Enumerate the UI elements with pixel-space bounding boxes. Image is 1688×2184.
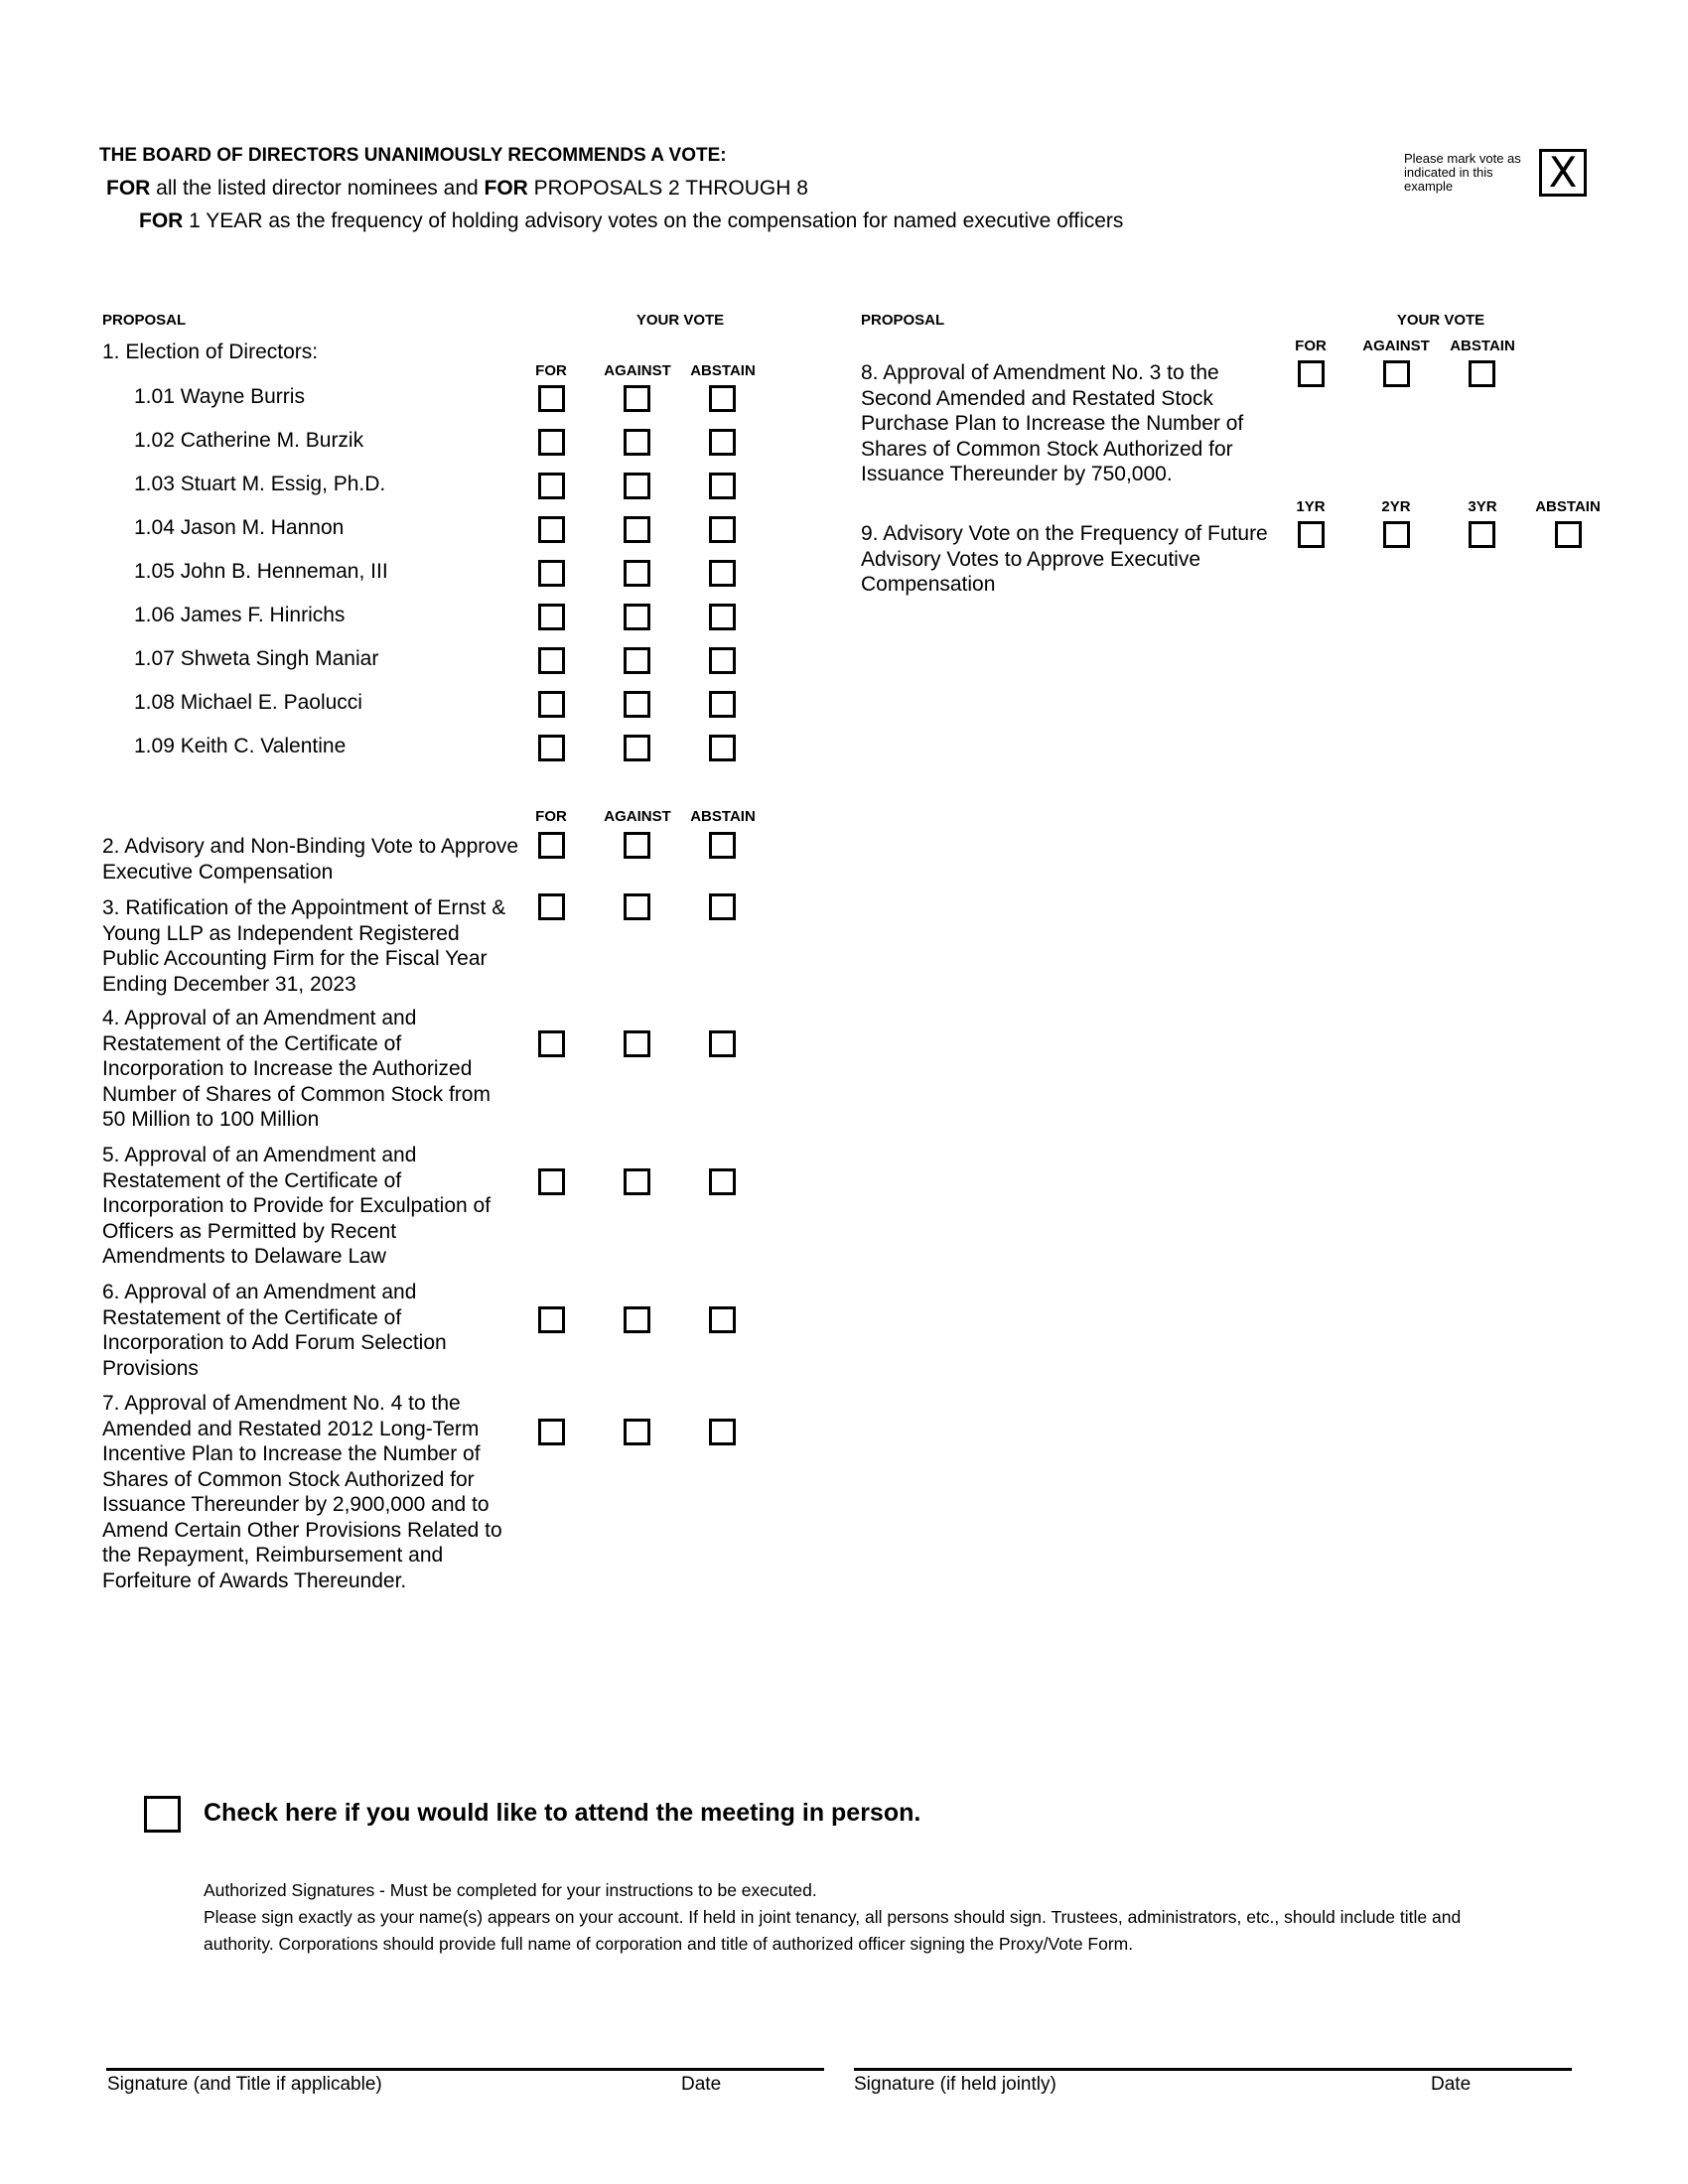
nominee-7-against-checkbox[interactable] xyxy=(624,647,650,674)
attend-meeting-label: Check here if you would like to attend the meeting in person. xyxy=(204,1799,921,1827)
proposal-7-for-checkbox[interactable] xyxy=(538,1419,565,1445)
col-2yr: 2YR xyxy=(1381,498,1411,515)
col-abstain: ABSTAIN xyxy=(1450,338,1515,354)
proposal-6-for-checkbox[interactable] xyxy=(538,1306,565,1333)
nominee-8-against-checkbox[interactable] xyxy=(624,691,650,718)
proposal-8-abstain-checkbox[interactable] xyxy=(1469,360,1495,387)
proposal-2-text: 2. Advisory and Non-Binding Vote to Approve Executive Compensation xyxy=(102,835,519,884)
proposal-4-against-checkbox[interactable] xyxy=(624,1030,650,1057)
recommendation-line-1: FOR all the listed director nominees and FOR PROPOSALS 2 THROUGH 8 xyxy=(106,177,808,200)
nominee-2-against-checkbox[interactable] xyxy=(624,429,650,456)
proposal-3-for-checkbox[interactable] xyxy=(538,893,565,920)
proposal-header-left: PROPOSAL xyxy=(102,312,187,329)
nominee-4-for-checkbox[interactable] xyxy=(538,516,565,543)
board-recommendation-title: THE BOARD OF DIRECTORS UNANIMOUSLY RECOMMENDS A VOTE: xyxy=(99,145,727,166)
proposal-6-abstain-checkbox[interactable] xyxy=(709,1306,736,1333)
proposal-5-for-checkbox[interactable] xyxy=(538,1168,565,1195)
nominee-7-for-checkbox[interactable] xyxy=(538,647,565,674)
proposal-6-against-checkbox[interactable] xyxy=(624,1306,650,1333)
proposal-2-abstain-checkbox[interactable] xyxy=(709,832,736,859)
proposal-2-against-checkbox[interactable] xyxy=(624,832,650,859)
nominee-7-abstain-checkbox[interactable] xyxy=(709,647,736,674)
date-2-label: Date xyxy=(1431,2074,1472,2095)
proposal-9-2yr-checkbox[interactable] xyxy=(1383,521,1410,548)
col-against: AGAINST xyxy=(604,362,671,379)
nominee-8-for-checkbox[interactable] xyxy=(538,691,565,718)
nominee-6-against-checkbox[interactable] xyxy=(624,604,650,630)
nominee-4-abstain-checkbox[interactable] xyxy=(709,516,736,543)
proposal-5-abstain-checkbox[interactable] xyxy=(709,1168,736,1195)
signature-line-1[interactable] xyxy=(106,2068,824,2071)
proposal-8-text: 8. Approval of Amendment No. 3 to the Second Amended and Restated Stock Purchase Plan to Increase the Number of Shares of Common Stock Authorized for Issuance Thereunder by 750,000. xyxy=(861,361,1244,485)
proposal-7-against-checkbox[interactable] xyxy=(624,1419,650,1445)
proposal-7-abstain-checkbox[interactable] xyxy=(709,1419,736,1445)
col-3yr: 3YR xyxy=(1468,498,1497,515)
nominee-label: 1.05 John B. Henneman, III xyxy=(134,560,388,583)
nominee-4-against-checkbox[interactable] xyxy=(624,516,650,543)
proposal-9-abstain-checkbox[interactable] xyxy=(1555,521,1582,548)
nominee-8-abstain-checkbox[interactable] xyxy=(709,691,736,718)
col-for: FOR xyxy=(1295,338,1327,354)
nominee-3-against-checkbox[interactable] xyxy=(624,473,650,499)
proposal-3-text: 3. Ratification of the Appointment of Ernst & Young LLP as Independent Registered Public Accounting Firm for the Fiscal Year Ending December 31, 2023 xyxy=(102,896,506,996)
your-vote-header-right: YOUR VOTE xyxy=(1396,312,1485,329)
col-against: AGAINST xyxy=(604,808,671,825)
proposal-3-against-checkbox[interactable] xyxy=(624,893,650,920)
nominee-9-against-checkbox[interactable] xyxy=(624,735,650,761)
authorized-signatures-note xyxy=(204,1877,1534,1958)
auth-heading: Authorized Signatures - Must be completed for your instructions to be executed. xyxy=(204,1880,817,1900)
col-1yr: 1YR xyxy=(1296,498,1326,515)
nominee-label: 1.01 Wayne Burris xyxy=(134,385,305,408)
proposal-4-for-checkbox[interactable] xyxy=(538,1030,565,1057)
proposal-5-text: 5. Approval of an Amendment and Restatement of the Certificate of Incorporation to Provide for Exculpation of Officers as Permitted by Recent Amendments to Delaware Law xyxy=(102,1144,492,1268)
nominee-5-abstain-checkbox[interactable] xyxy=(709,560,736,587)
proposal-8-against-checkbox[interactable] xyxy=(1383,360,1410,387)
proposal-2-for-checkbox[interactable] xyxy=(538,832,565,859)
nominee-label: 1.04 Jason M. Hannon xyxy=(134,516,345,539)
signature-2-label: Signature (if held jointly) xyxy=(854,2074,1056,2095)
nominee-5-against-checkbox[interactable] xyxy=(624,560,650,587)
proposal-header-right: PROPOSAL xyxy=(861,312,945,329)
col-for: FOR xyxy=(535,808,567,825)
proposal-3-abstain-checkbox[interactable] xyxy=(709,893,736,920)
nominee-5-for-checkbox[interactable] xyxy=(538,560,565,587)
nominee-label: 1.07 Shweta Singh Maniar xyxy=(134,647,379,670)
example-note: Please mark vote as indicated in this example xyxy=(1404,151,1521,194)
proposal-5-against-checkbox[interactable] xyxy=(624,1168,650,1195)
nominee-label: 1.02 Catherine M. Burzik xyxy=(134,429,364,452)
nominee-label: 1.09 Keith C. Valentine xyxy=(134,735,347,757)
signature-1-label: Signature (and Title if applicable) xyxy=(107,2074,382,2095)
col-abstain: ABSTAIN xyxy=(690,362,756,379)
nominee-label: 1.03 Stuart M. Essig, Ph.D. xyxy=(134,473,386,495)
date-1-label: Date xyxy=(681,2074,722,2095)
nominee-2-abstain-checkbox[interactable] xyxy=(709,429,736,456)
attend-meeting-checkbox[interactable] xyxy=(144,1796,181,1833)
recommendation-line-2: FOR 1 YEAR as the frequency of holding advisory votes on the compensation for named executive officers xyxy=(139,209,1124,232)
nominee-label: 1.06 James F. Hinrichs xyxy=(134,604,346,626)
nominee-label: 1.08 Michael E. Paolucci xyxy=(134,691,362,714)
proposal-9-1yr-checkbox[interactable] xyxy=(1298,521,1325,548)
nominee-6-abstain-checkbox[interactable] xyxy=(709,604,736,630)
col-abstain: ABSTAIN xyxy=(690,808,756,825)
nominee-9-abstain-checkbox[interactable] xyxy=(709,735,736,761)
col-against: AGAINST xyxy=(1362,338,1430,354)
nominee-9-for-checkbox[interactable] xyxy=(538,735,565,761)
proposal-7-text: 7. Approval of Amendment No. 4 to the Amended and Restated 2012 Long-Term Incentive Plan to Increase the Number of Shares of Common Stock Authorized for Issuance Thereunder by 2,900,000 and to Amend Certain Other Provisions Related to the Repayment, Reimbursement and Forfeiture of Awards Thereunder. xyxy=(102,1392,502,1592)
nominee-2-for-checkbox[interactable] xyxy=(538,429,565,456)
example-mark-box xyxy=(1539,149,1587,197)
proposal-8-for-checkbox[interactable] xyxy=(1298,360,1325,387)
proposal-9-text: 9. Advisory Vote on the Frequency of Future Advisory Votes to Approve Executive Compensation xyxy=(861,522,1268,596)
nominee-1-abstain-checkbox[interactable] xyxy=(709,385,736,412)
proposal-4-text: 4. Approval of an Amendment and Restatement of the Certificate of Incorporation to Increase the Authorized Number of Shares of Common Stock from 50 Million to 100 Million xyxy=(102,1007,491,1131)
proposal-4-abstain-checkbox[interactable] xyxy=(709,1030,736,1057)
nominee-6-for-checkbox[interactable] xyxy=(538,604,565,630)
x-mark-icon: X xyxy=(1548,148,1578,197)
col-abstain: ABSTAIN xyxy=(1535,498,1601,515)
auth-instructions: Please sign exactly as your name(s) appears on your account. If held in joint tenancy, all persons should sign. Trustees, administrators, etc., should include title and authority. Corporations should provide full name of corporation and title of authorized officer signing the Proxy/Vote Form. xyxy=(204,1907,1462,1954)
your-vote-header-left: YOUR VOTE xyxy=(635,312,725,329)
proposal-9-3yr-checkbox[interactable] xyxy=(1469,521,1495,548)
signature-line-2[interactable] xyxy=(854,2068,1572,2071)
proposal-6-text: 6. Approval of an Amendment and Restatement of the Certificate of Incorporation to Add Forum Selection Provisions xyxy=(102,1281,447,1380)
col-for: FOR xyxy=(535,362,567,379)
nominee-1-against-checkbox[interactable] xyxy=(624,385,650,412)
election-of-directors-label: 1. Election of Directors: xyxy=(102,341,319,363)
nominee-3-abstain-checkbox[interactable] xyxy=(709,473,736,499)
nominee-3-for-checkbox[interactable] xyxy=(538,473,565,499)
nominee-1-for-checkbox[interactable] xyxy=(538,385,565,412)
